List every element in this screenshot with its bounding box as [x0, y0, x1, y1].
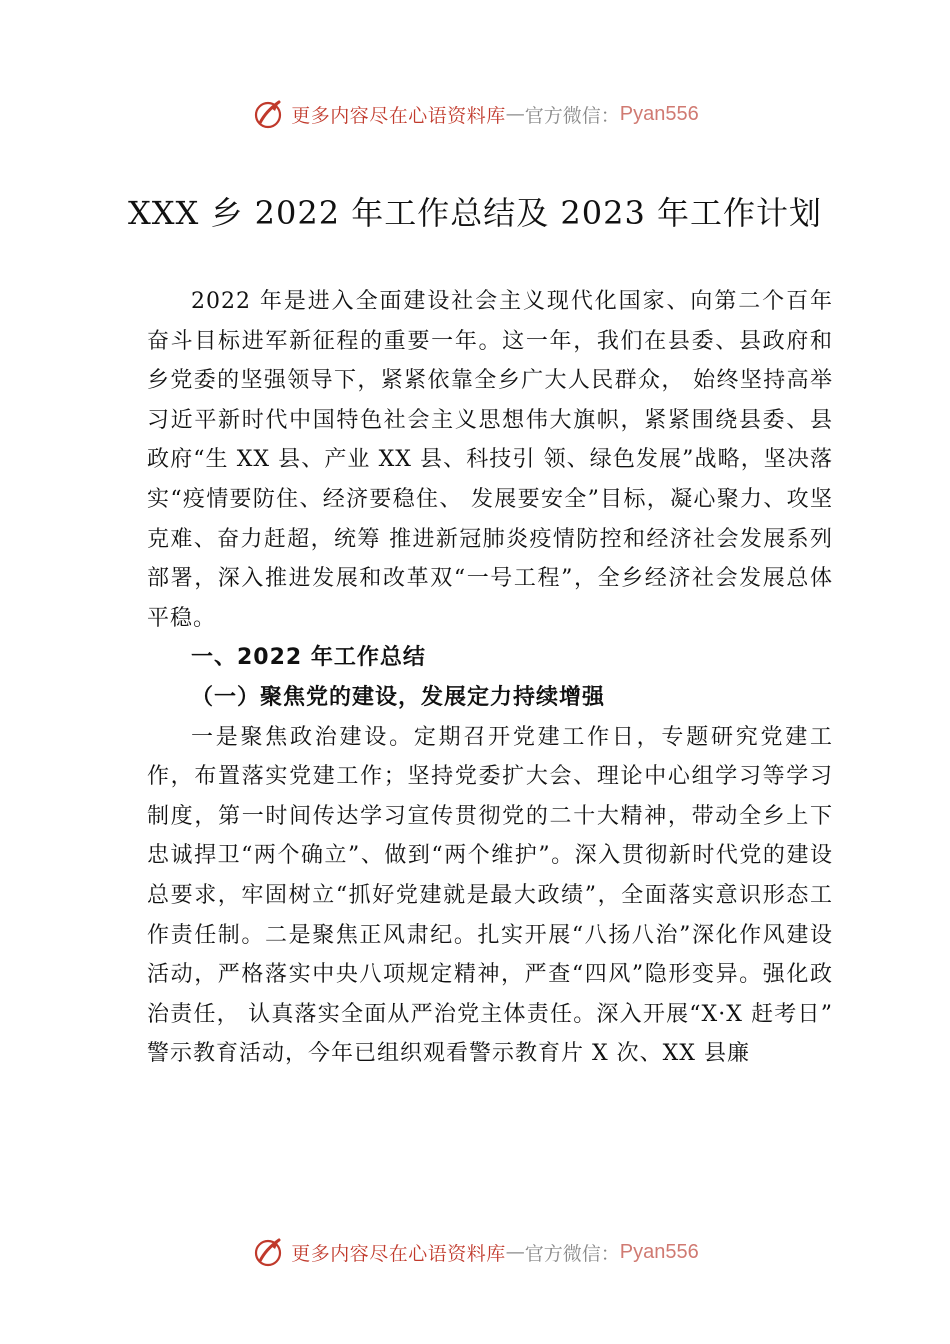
- banner-separator: —: [505, 1241, 525, 1263]
- body-paragraph: 一是聚焦政治建设。定期召开党建工作日，专题研究党建工作，布置落实党建工作；坚持党委扩大会、理论中心组学习等学习制度，第一时间传达学习宣传贯彻党的二十大精神，带动全乡上下忠诚捍卫“两个确立”、做到“两个维护”。深入贯彻新时代党的建设总要求，牢固树立“抓好党建就是最大政绩”，全面落实意识形态工作责任制。二是聚焦正风肃纪。扎实开展“八扬八治”深化作风建设活动，严格落实中央八项规定精神，严查“四风”隐形变异。强化政治责任， 认真落实全面从严治党主体责任。深入开展“X·X 赶考日” 警示教育活动，今年已组织观看警示教育片 X 次、XX 县廉: [147, 724, 833, 1067]
- banner-wechat-label: 官方微信：: [524, 104, 620, 127]
- banner-wechat-id: Pyan556: [619, 102, 699, 125]
- document-body: [147, 282, 833, 1074]
- banner-text: 更多内容尽在心语资料库: [291, 104, 506, 127]
- section-heading: 一、2022 年工作总结: [191, 645, 426, 671]
- watermark-banner-top: [0, 94, 950, 134]
- subsection-heading: （一）聚焦党的建设，发展定力持续增强: [191, 683, 606, 710]
- intro-paragraph: 2022 年是进入全面建设社会主义现代化国家、向第二个百年奋斗目标进军新征程的重要一年。这一年，我们在县委、县政府和乡党委的坚强领导下，紧紧依靠全乡广大人民群众， 始终坚持高举习近平新时代中国特色社会主义思想伟大旗帜，紧紧围绕县委、县政府“生 XX 县、产业 XX 县、科技引 领、绿色发展”战略，坚决落实“疫情要防住、经济要稳住、 发展要安全”目标，凝心聚力、攻坚克难、奋力赶超，统筹 推进新冠肺炎疫情防控和经济社会发展系列部署，深入推进发展和改革双“一号工程”，全乡经济社会发展总体平稳。: [147, 289, 833, 631]
- banner-separator: —: [505, 103, 525, 125]
- document-title: XXX 乡 2022 年工作总结及 2023 年工作计划: [127, 194, 823, 232]
- brush-logo-icon: [251, 1235, 285, 1269]
- watermark-banner-bottom: [0, 1232, 950, 1272]
- brush-logo-icon: [251, 97, 285, 131]
- banner-text: 更多内容尽在心语资料库: [291, 1242, 506, 1265]
- banner-wechat-id: Pyan556: [619, 1240, 699, 1263]
- banner-wechat-label: 官方微信：: [524, 1242, 620, 1265]
